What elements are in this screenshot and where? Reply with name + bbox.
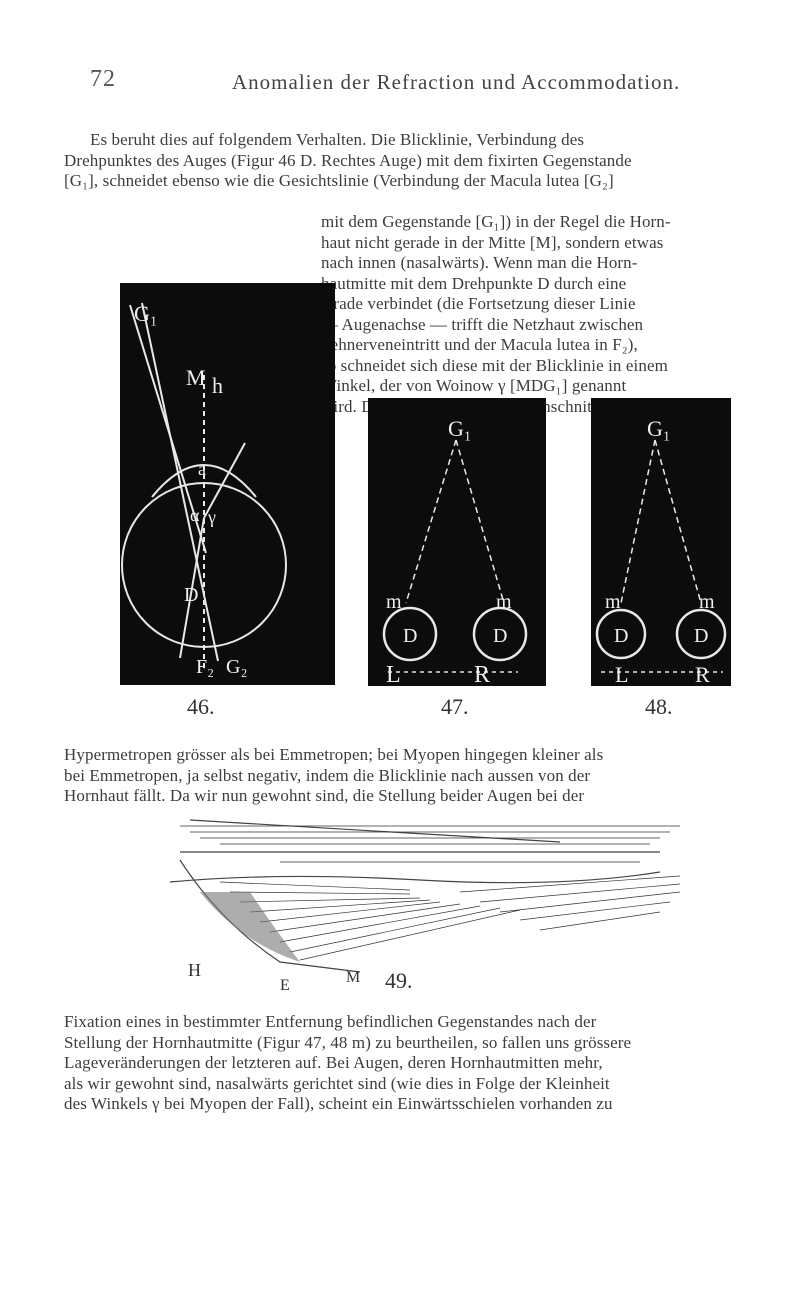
figure-48 <box>591 398 731 686</box>
text-line: so schneidet sich diese mit der Blicklinie in einem <box>321 355 668 375</box>
right-sight-line <box>456 440 504 603</box>
label-d-right: D <box>694 625 709 647</box>
page-number: 72 <box>90 66 116 92</box>
figure-47-caption: 47. <box>441 694 469 719</box>
text-line: Drehpunktes des Auges (Figur 46 D. Rechtes Auge) mit dem fixirten Gegenstande <box>64 150 632 170</box>
figure-47 <box>368 398 546 686</box>
label-d-left: D <box>403 625 418 647</box>
paragraph-1-wrapped <box>321 212 741 417</box>
text-line: Grade verbindet (die Fortsetzung dieser Linie <box>321 294 636 313</box>
label-h: H <box>188 960 201 980</box>
label-g1: G₁ <box>647 416 671 441</box>
text-line: — Augenachse — trifft die Netzhaut zwischen <box>321 314 644 334</box>
text-line: hautmitte mit dem Drehpunkte D durch eine <box>321 273 627 293</box>
label-d-left: D <box>614 625 629 647</box>
text-line: Winkel, der von Woinow γ [MDG₁] genannt <box>321 376 627 395</box>
paragraph-2 <box>64 745 744 807</box>
label-m: M <box>186 365 206 390</box>
text-line: wird. Dieser Winkel ist im Durchschnitt bei <box>321 396 623 416</box>
figure-46 <box>120 283 335 685</box>
label-alpha: α <box>190 505 200 525</box>
label-f2: F₂ <box>196 656 215 678</box>
text-line: Stellung der Hornhautmitte (Figur 47, 48 m) zu beurtheilen, so fallen uns grössere <box>64 1032 632 1052</box>
label-m-left: m <box>386 591 402 613</box>
label-m-left: m <box>605 591 621 613</box>
text-line: haut nicht gerade in der Mitte [M], sondern etwas <box>321 232 664 252</box>
label-g1: G₁ <box>134 301 158 326</box>
left-sight-line <box>621 440 655 603</box>
label-g1: G₁ <box>448 416 472 441</box>
label-g2: G₂ <box>226 656 248 678</box>
text-line: als wir gewohnt sind, nasalwärts gerichtet sind (wie dies in Folge der Kleinheit <box>64 1073 610 1093</box>
paragraph-3 <box>64 1012 744 1115</box>
text-line: Lageveränderungen der letzteren auf. Bei Augen, deren Hornhautmitten mehr, <box>64 1053 603 1072</box>
label-e: E <box>280 977 290 992</box>
label-h: h <box>212 373 223 398</box>
text-line: Es beruht dies auf folgendem Verhalten. Die Blicklinie, Verbindung des <box>90 130 585 149</box>
figure-49 <box>160 812 680 992</box>
label-gamma: γ <box>208 507 216 527</box>
figure-49-caption: 49. <box>385 968 413 993</box>
label-d: D <box>184 584 199 606</box>
text-line: Hypermetropen grösser als bei Emmetropen; bei Myopen hingegen kleiner als <box>64 745 604 764</box>
label-r: R <box>695 662 710 686</box>
label-r: R <box>474 662 491 686</box>
figure-46-caption: 46. <box>187 694 215 719</box>
figure-48-caption: 48. <box>645 694 673 719</box>
outline-top <box>190 820 560 842</box>
text-line: des Winkels γ bei Myopen der Fall), scheint ein Einwärtsschielen vorhanden zu <box>64 1094 613 1113</box>
label-l: L <box>386 662 401 686</box>
label-m: M <box>346 969 361 986</box>
outline-middle <box>170 872 660 883</box>
label-a: a <box>198 459 206 479</box>
text-line: mit dem Gegenstande [G₁]) in der Regel die Horn- <box>321 212 671 231</box>
left-sight-line <box>406 440 456 603</box>
paragraph-1-full <box>64 130 744 192</box>
label-d-right: D <box>493 625 508 647</box>
running-header <box>0 66 800 96</box>
label-m-right: m <box>699 591 715 613</box>
text-line: Hornhaut fällt. Da wir nun gewohnt sind, die Stellung beider Augen bei der <box>64 786 585 805</box>
muscle-mass <box>200 892 300 962</box>
text-line: [G₁], schneidet ebenso wie die Gesichtslinie (Verbindung der Macula lutea [G₂] <box>64 171 614 190</box>
right-sight-line <box>655 440 701 603</box>
label-m-right: m <box>496 591 512 613</box>
text-line: nach innen (nasalwärts). Wenn man die Horn- <box>321 253 638 272</box>
running-head-title: Anomalien der Refraction und Accommodation. <box>232 70 681 94</box>
label-l: L <box>615 662 629 686</box>
text-line: Fixation eines in bestimmter Entfernung befindlichen Gegenstandes nach der <box>64 1012 597 1031</box>
sight-line <box>142 303 218 661</box>
text-line: Sehnerveneintritt und der Macula lutea in F₂), <box>321 335 638 354</box>
text-line: bei Emmetropen, ja selbst negativ, indem die Blicklinie nach aussen von der <box>64 765 591 785</box>
